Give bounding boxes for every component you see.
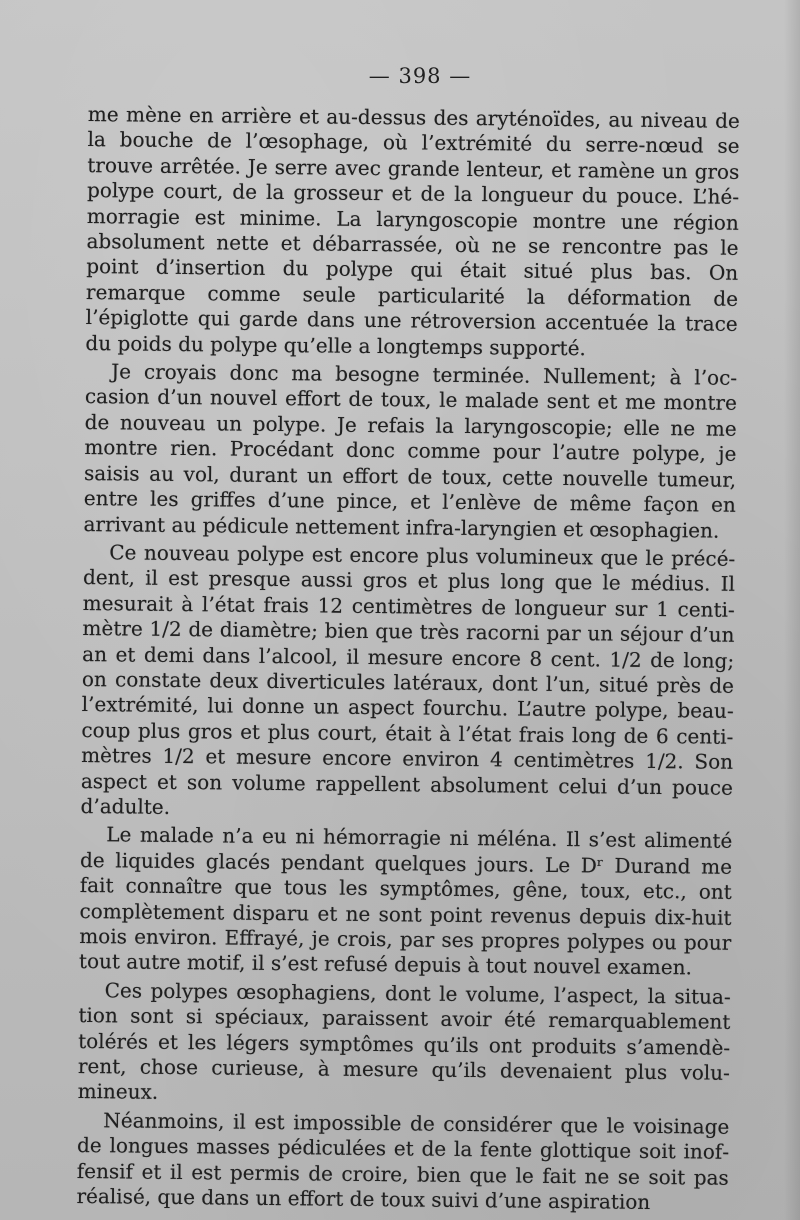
paragraph: Néanmoins, il est impossible de considérer que le voisinage de longues masses pédiculées et de la fente glottique soit inoffensif et il est permis de croire, bien que le fait ne se soit pas réalisé, que dans un effort de toux suivi d’une aspiration [76,1108,730,1215]
paragraph: Ces polypes œsophagiens, dont le volume, l’aspect, la situation sont si spéciaux, paraissent avoir été remarquablement tolérés et les légers symptômes qu’ils ont produits s’amendèrent, chose curieuse, à mesure qu’ils devenaient plus volumineux. [77,978,731,1105]
paragraph: me mène en arrière et au-dessus des aryténoïdes, au niveau de la bouche de l’œsophage, où l’extrémité du serre-nœud se trouve arrêtée. Je serre avec grande lenteur, et ramène un gros polype court, de la grosseur et de la longueur du pouce. L’hémorragie est minime. La laryngoscopie montre une région absolument nette et débarrassée, où ne se rencontre pas le point d’insertion du polype qui était situé plus bas. On remarque comme seule particularité la déformation de l’épiglotte qui garde dans une rétroversion accentuée la trace du poids du polype qu’elle a longtemps supporté. [85,102,740,360]
paragraph: Ce nouveau polype est encore plus volumineux que le précédent, il est presque aussi gros et plus long que le médius. Il mesurait à l’état frais 12 centimètres de longueur sur 1 centimètre 1/2 de diamètre; bien que très racorni par un séjour d’un an et demi dans l’alcool, il mesure encore 8 cent. 1/2 de long; on constate deux diverticules latéraux, dont l’un, situé près de l’extrémité, lui donne un aspect fourchu. L’autre polype, beaucoup plus gros et plus court, était à l’état frais long de 6 centimètres 1/2 et mesure encore environ 4 centimètres 1/2. Son aspect et son volume rappellent absolument celui d’un pouce d’adulte. [80,540,736,819]
body-text [76,102,740,1219]
page-number: — 398 — [368,64,472,88]
paragraph: Je croyais donc ma besogne terminée. Nullement; à l’occasion d’un nouvel effort de toux, le malade sent et me montre de nouveau un polype. Je refais la laryngoscopie; elle ne me montre rien. Procédant donc comme pour l’autre polype, je saisis au vol, durant un effort de toux, cette nouvelle tumeur, entre les griffes d’une pince, et l’enlève de même façon en arrivant au pédicule nettement infra-laryngien et œsophagien. [83,359,738,543]
paragraph: Le malade n’a eu ni hémorragie ni méléna. Il s’est alimenté de liquides glacés pendant quelques jours. Le Dʳ Durand me fait connaître que tous les symptômes, gêne, toux, etc., ont complètement disparu et ne sont point revenus depuis dix-huit mois environ. Effrayé, je crois, par ses propres polypes ou pour tout autre motif, il s’est refusé depuis à tout nouvel examen. [78,822,733,980]
